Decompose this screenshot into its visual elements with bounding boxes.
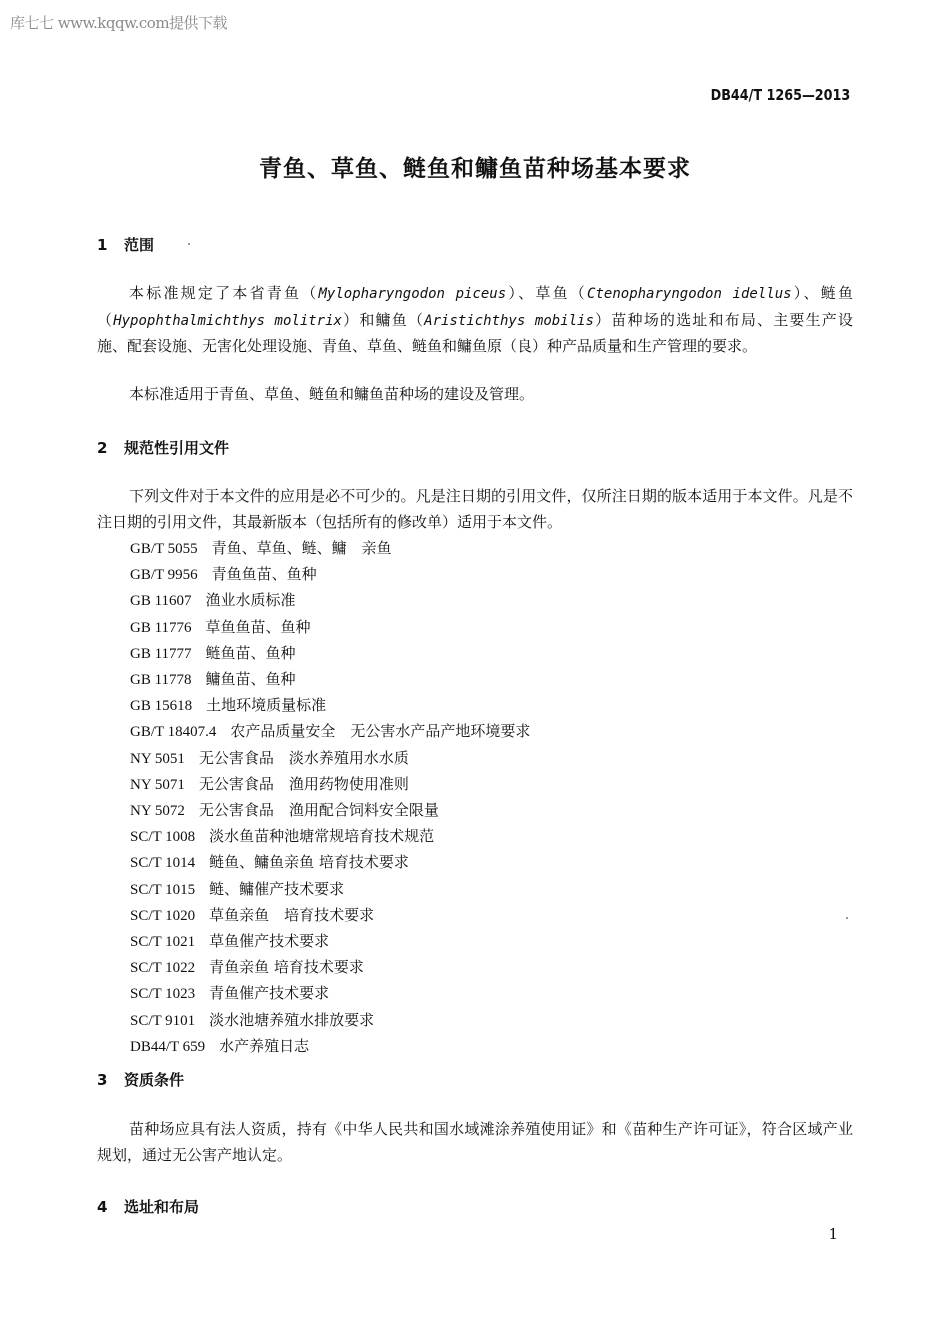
reference-item <box>130 641 530 667</box>
reference-title: 青鱼催产技术要求 <box>209 984 330 1003</box>
reference-code: NY 5072 <box>130 803 185 820</box>
scan-speck <box>188 243 190 245</box>
reference-code: NY 5071 <box>130 776 185 793</box>
reference-title: 草鱼鱼苗、鱼种 <box>205 617 311 636</box>
watermark: 库七七 www.kqqw.com提供下载 <box>10 14 228 32</box>
reference-title: 青鱼鱼苗、鱼种 <box>211 565 317 584</box>
reference-title: 鳙鱼苗、鱼种 <box>205 670 296 689</box>
section-title: 范围 <box>124 236 155 254</box>
reference-code: GB 11777 <box>130 645 192 662</box>
standard-code: DB44/T 1265—2013 <box>710 86 850 104</box>
reference-item <box>130 955 530 981</box>
reference-title: 无公害食品 淡水养殖用水水质 <box>198 748 409 767</box>
reference-title: 淡水池塘养殖水排放要求 <box>209 1010 375 1029</box>
reference-code: GB/T 9956 <box>130 567 198 584</box>
reference-title: 农产品质量安全 无公害水产品产地环境要求 <box>230 722 531 741</box>
reference-item <box>130 1034 530 1060</box>
reference-item <box>130 562 530 588</box>
reference-item <box>130 798 530 824</box>
section-number: 4 <box>97 1198 108 1216</box>
reference-title: 鲢、鳙催产技术要求 <box>209 879 345 898</box>
species-name: Aristichthys mobilis <box>424 312 594 329</box>
page-number: 1 <box>828 1225 838 1243</box>
reference-title: 无公害食品 渔用药物使用准则 <box>198 774 409 793</box>
reference-title: 无公害食品 渔用配合饲料安全限量 <box>198 801 439 820</box>
reference-item <box>130 693 530 719</box>
reference-code: SC/T 9101 <box>130 1012 196 1029</box>
reference-item <box>130 824 530 850</box>
section-number: 2 <box>97 439 108 457</box>
reference-code: GB/T 5055 <box>130 541 198 557</box>
reference-item <box>130 929 530 955</box>
reference-code: SC/T 1022 <box>130 960 196 977</box>
section-title: 资质条件 <box>124 1071 185 1089</box>
reference-code: SC/T 1023 <box>130 986 196 1003</box>
reference-title: 鲢鱼、鳙鱼亲鱼 培育技术要求 <box>209 853 409 872</box>
reference-code: GB 11607 <box>130 593 192 610</box>
reference-item <box>130 1008 530 1034</box>
species-name: Mylopharyngodon piceus <box>318 286 507 302</box>
reference-title: 水产养殖日志 <box>219 1036 310 1055</box>
reference-code: GB 11776 <box>130 619 192 636</box>
section-heading-scope <box>97 234 154 255</box>
section-heading-qualification <box>97 1069 184 1090</box>
scope-paragraph-2: 本标准适用于青鱼、草鱼、鲢鱼和鳙鱼苗种场的建设及管理。 <box>129 385 535 403</box>
reference-item <box>130 615 530 641</box>
references-intro-paragraph: 下列文件对于本文件的应用是必不可少的。凡是注日期的引用文件，仅所注日期的版本适用于本文件。凡是不注日期的引用文件，其最新版本（包括所有的修改单）适用于本文件。 <box>97 487 853 531</box>
reference-title: 淡水鱼苗种池塘常规培育技术规范 <box>209 827 435 846</box>
species-name: Hypophthalmichthys molitrix <box>113 312 342 329</box>
scan-speck <box>846 917 848 919</box>
reference-code: SC/T 1021 <box>130 934 196 951</box>
section-heading-normative-references <box>97 437 229 458</box>
section-number: 1 <box>97 236 108 254</box>
reference-item <box>130 981 530 1007</box>
reference-item <box>130 588 530 614</box>
reference-code: SC/T 1014 <box>130 855 196 872</box>
section-title: 选址和布局 <box>124 1198 200 1216</box>
document-title: 青鱼、草鱼、鲢鱼和鳙鱼苗种场基本要求 <box>259 156 691 182</box>
reference-item <box>130 667 530 693</box>
reference-title: 草鱼亲鱼 培育技术要求 <box>209 905 375 924</box>
scope-paragraph-1: 本标准规定了本省青鱼（Mylopharyngodon piceus）、草鱼（Ctenopharyngodon idellus）、鲢鱼（Hypophthalmichthys molitrix）和鳙鱼（Aristichthys mobilis）苗种场的选址和布局、主要生产设施、配套设施、无害化处理设施、青鱼、草鱼、鲢鱼和鳙鱼原（良）种产品质量和生产管理的要求。 <box>97 284 853 355</box>
reference-code: DB44/T 659 <box>130 1038 206 1055</box>
reference-title: 草鱼催产技术要求 <box>209 932 330 951</box>
section-heading-site-layout <box>97 1196 199 1217</box>
reference-item <box>130 772 530 798</box>
section-title: 规范性引用文件 <box>124 439 230 457</box>
species-name: Ctenopharyngodon idellus <box>587 286 792 302</box>
reference-code: SC/T 1008 <box>130 829 196 846</box>
reference-title: 渔业水质标准 <box>205 591 296 610</box>
reference-code: NY 5051 <box>130 750 185 767</box>
qualification-paragraph: 苗种场应具有法人资质，持有《中华人民共和国水域滩涂养殖使用证》和《苗种生产许可证》，符合区域产业规划，通过无公害产地认定。 <box>97 1120 853 1164</box>
reference-item <box>130 877 530 903</box>
reference-item <box>130 719 530 745</box>
reference-title: 土地环境质量标准 <box>206 696 327 715</box>
reference-code: GB/T 18407.4 <box>130 724 217 741</box>
reference-code: SC/T 1015 <box>130 881 196 898</box>
reference-title: 鲢鱼苗、鱼种 <box>205 643 296 662</box>
reference-item <box>130 746 530 772</box>
reference-item <box>130 903 530 929</box>
reference-item <box>130 536 530 562</box>
reference-code: SC/T 1020 <box>130 907 196 924</box>
reference-list <box>130 536 530 1060</box>
reference-item <box>130 850 530 876</box>
reference-code: GB 11778 <box>130 672 192 689</box>
reference-title: 青鱼、草鱼、鲢、鳙 亲鱼 <box>211 539 392 557</box>
reference-code: GB 15618 <box>130 698 193 715</box>
section-number: 3 <box>97 1071 108 1089</box>
reference-title: 青鱼亲鱼 培育技术要求 <box>209 958 364 977</box>
